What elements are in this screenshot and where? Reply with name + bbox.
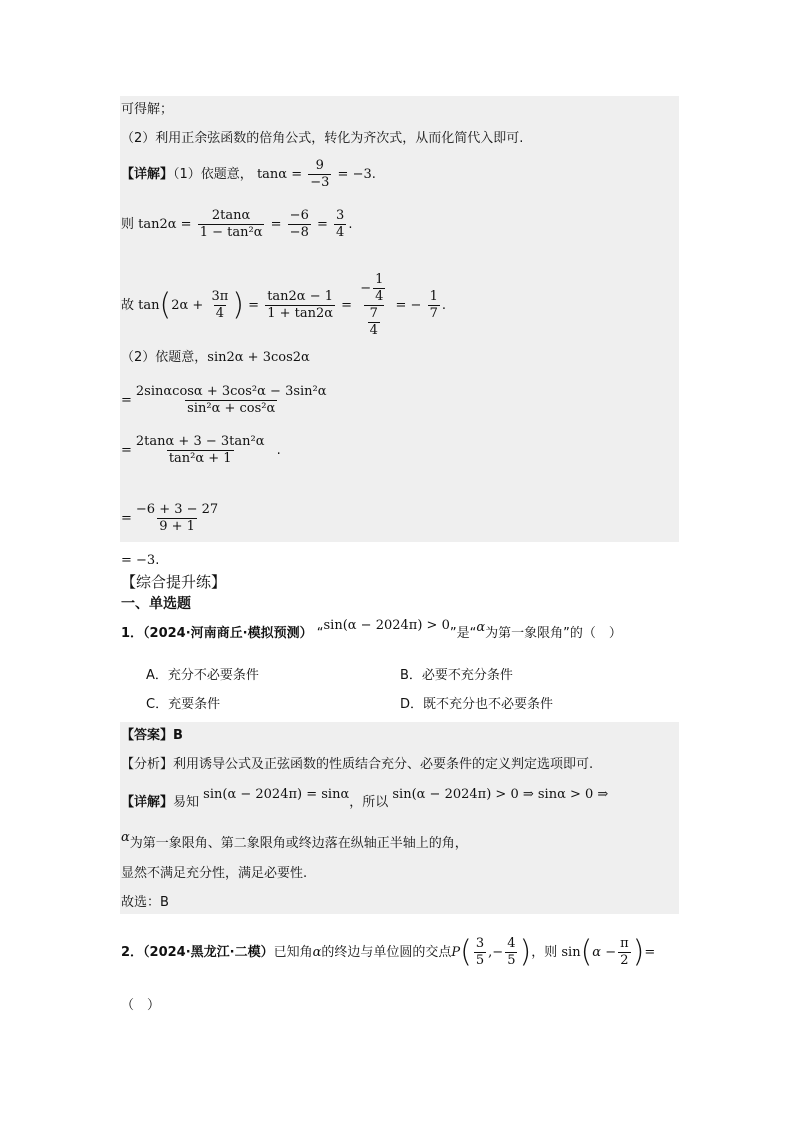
q1-detail-line-2: α为第一象限角、第二象限角或终边落在纵轴正半轴上的角， xyxy=(121,830,468,851)
answer-label: 【答案】B xyxy=(121,728,183,743)
detail-step-6: = $\frac{\text{2tanα + 3 − 3tan²α}}{\text{tan²α + 1}}$ . xyxy=(121,434,281,466)
fraction-numeric: $\frac{-6 + 3 - 27}{9 + 1}$ xyxy=(135,502,219,534)
detail-step-7: = $\frac{-6 + 3 - 27}{9 + 1}$ xyxy=(121,502,219,534)
option-c[interactable]: C．充要条件 xyxy=(146,697,221,712)
fraction-neg6-neg8: $\frac{-6}{-8}$ xyxy=(289,208,309,240)
fraction-sin-cos: $\frac{\text{2sinαcosα + 3cos²α − 3sin²α}}{\text{sin²α + cos²α}}$ xyxy=(135,384,327,416)
section-title: 【综合提升练】 xyxy=(121,573,227,591)
detail-step-3: 故 tan(2α + $\frac{3\pi}{4}$ ) = $\frac{\tan 2\alpha - 1}{1 + \tan 2\alpha}$ = − $\frac{1}{4}$ $\frac{7}{4}$ = − $\frac{1}{7}$ . xyxy=(121,272,447,338)
result-neg3: = −3 xyxy=(337,167,372,182)
detail-step-1: 【详解】（1）依题意， tanα = $\frac{9}{-3}$ = −3. xyxy=(121,158,376,190)
q1-choice: 故选：B xyxy=(121,895,169,910)
solution-analysis-2: （2）利用正余弦函数的倍角公式，转化为齐次式，从而化简代入即可. xyxy=(121,131,524,146)
question-2: 2．（2024·黑龙江·二模）已知角α的终边与单位圆的交点P( $\frac{3}{5}$ ,− $\frac{4}{5}$ )，则 sin(α − $\frac{\pi}{2}$ )= xyxy=(121,934,656,970)
question-1-source: （2024·河南商丘·模拟预测） xyxy=(143,626,313,641)
fraction-double-angle: $\frac{2\tan\alpha}{\text{1 − tan²α}}$ xyxy=(199,208,263,240)
fraction-9-over-neg3: $\frac{9}{-3}$ xyxy=(310,158,330,190)
detail-step-5: = $\frac{\text{2sinαcosα + 3cos²α − 3sin²α}}{\text{sin²α + cos²α}}$ xyxy=(121,384,327,416)
detail-step-4: （2）依题意，sin2α + 3cos2α xyxy=(121,350,310,365)
fraction-3pi-4: $\frac{3\pi}{4}$ xyxy=(211,289,229,321)
detail-step-2: 则 tan2α = $\frac{2\tan\alpha}{\text{1 − tan²α}}$ = $\frac{-6}{-8}$ = $\frac{3}{4}$ . xyxy=(121,208,353,240)
q1-detail-line-3: 显然不满足充分性，满足必要性. xyxy=(121,866,308,881)
detail-tag: 【详解】 xyxy=(121,167,174,182)
solution-shade-q1 xyxy=(120,722,679,914)
q1-detail: 【详解】易知 sin(α − 2024π) = sinα，所以 sin(α − 2024π) > 0 ⇒ sinα > 0 ⇒ xyxy=(121,787,609,810)
option-b[interactable]: B．必要不充分条件 xyxy=(400,668,513,683)
analysis-text: 【分析】利用诱导公式及正弦函数的性质结合充分、必要条件的定义判定选项即可. xyxy=(121,757,594,772)
formula-tan-alpha: tanα = xyxy=(256,167,303,182)
formula-tan-2alpha: tan2α = xyxy=(138,217,192,232)
detail-intro: （1）依题意， xyxy=(173,167,253,182)
option-d[interactable]: D．既不充分也不必要条件 xyxy=(400,697,554,712)
fraction-tan-sum: $\frac{\tan 2\alpha - 1}{1 + \tan 2\alpha}$ xyxy=(267,289,334,321)
fraction-3-5: $\frac{3}{5}$ xyxy=(475,936,485,968)
detail-result: = −3. xyxy=(121,553,160,568)
question-2-blank: （ ） xyxy=(121,998,161,1013)
question-1: 1．（2024·河南商丘·模拟预测） “sin(α − 2024π) > 0”是“α为第一象限角”的（ ） xyxy=(121,618,622,641)
fraction-tan-form: $\frac{\text{2tanα + 3 − 3tan²α}}{\text{tan²α + 1}}$ xyxy=(135,434,265,466)
option-a[interactable]: A．充分不必要条件 xyxy=(146,668,259,683)
fraction-3-4: $\frac{3}{4}$ xyxy=(336,208,345,240)
question-2-source: （2024·黑龙江·二模） xyxy=(143,945,274,960)
fraction-4-5: $\frac{4}{5}$ xyxy=(507,936,516,968)
fraction-1-7: $\frac{1}{7}$ xyxy=(429,289,438,321)
complex-fraction: − $\frac{1}{4}$ $\frac{7}{4}$ xyxy=(360,272,384,338)
question-1-condition: sin(α − 2024π) > 0 xyxy=(323,618,450,633)
solution-line-1: 可得解； xyxy=(121,102,174,117)
section-subtitle: 一、单选题 xyxy=(121,596,191,612)
fraction-pi-2: $\frac{\pi}{2}$ xyxy=(620,936,629,968)
